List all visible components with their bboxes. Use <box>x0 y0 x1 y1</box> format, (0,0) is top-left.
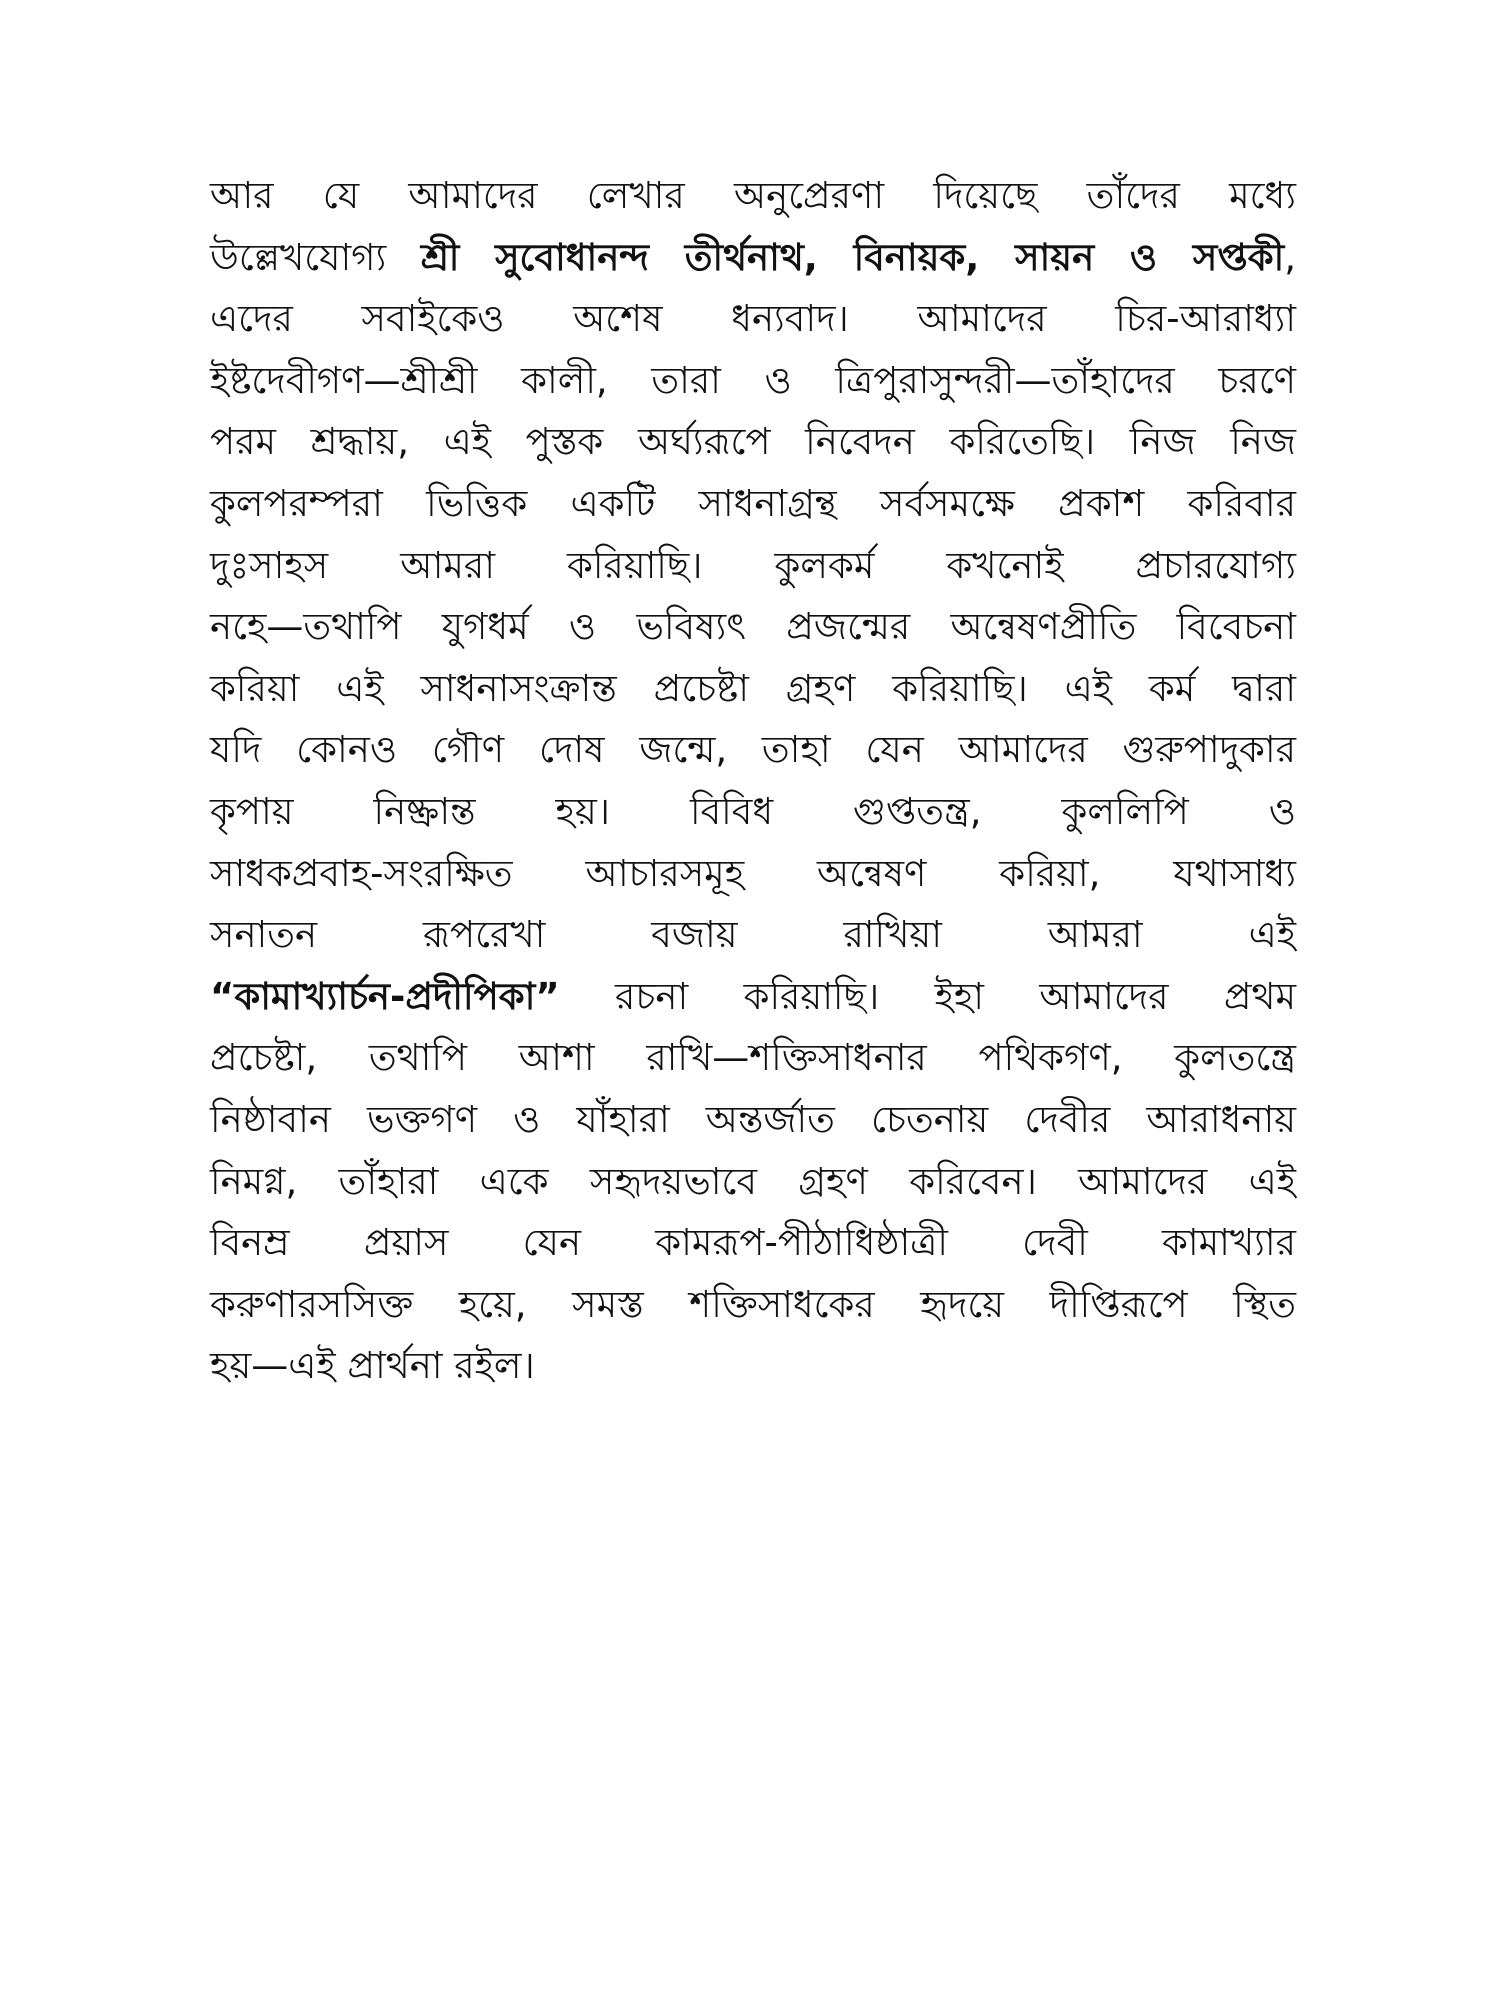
text-run: যদি কোনও গৌণ দোষ জন্মে, তাহা যেন আমাদের গুরুপাদুকার <box>210 728 1296 772</box>
book-title: “কামাখ্যার্চন-প্রদীপিকা” <box>210 974 560 1018</box>
text-line <box>210 843 1296 905</box>
text-line <box>210 1089 1296 1151</box>
text-run: করিয়া এই সাধনাসংক্রান্ত প্রচেষ্টা গ্রহণ করিয়াছি। এই কর্ম দ্বারা <box>210 666 1296 710</box>
text-line <box>210 288 1296 350</box>
text-line <box>210 904 1296 966</box>
text-line <box>210 966 1296 1028</box>
text-line <box>210 165 1296 227</box>
text-line <box>210 781 1296 843</box>
text-run: উল্লেখযোগ্য <box>210 235 421 279</box>
text-run: কুলপরম্পরা ভিত্তিক একটি সাধনাগ্রন্থ সর্বসমক্ষে প্রকাশ করিবার <box>210 481 1296 525</box>
body-paragraph <box>210 165 1296 1397</box>
text-run: নহে—তথাপি যুগধর্ম ও ভবিষ্যৎ প্রজন্মের অন্বেষণপ্রীতি বিবেচনা <box>210 605 1296 649</box>
text-run: সনাতন রূপরেখা বজায় রাখিয়া আমরা এই <box>210 913 1296 957</box>
text-line <box>210 473 1296 535</box>
text-line <box>210 1212 1296 1274</box>
text-run: ইষ্টদেবীগণ—শ্রীশ্রী কালী, তারা ও ত্রিপুরাসুন্দরী—তাঁহাদের চরণে <box>210 358 1296 402</box>
text-line <box>210 535 1296 597</box>
text-run: বিনম্র প্রয়াস যেন কামরূপ-পীঠাধিষ্ঠাত্রী দেবী কামাখ্যার <box>210 1221 1296 1265</box>
text-line <box>210 227 1296 289</box>
text-run: আর যে আমাদের লেখার অনুপ্রেরণা দিয়েছে তাঁদের মধ্যে <box>210 174 1296 217</box>
text-run: হয়—এই প্রার্থনা রইল। <box>210 1344 535 1388</box>
text-run: পরম শ্রদ্ধায়, এই পুস্তক অর্ঘ্যরূপে নিবেদন করিতেছি। নিজ নিজ <box>210 420 1296 464</box>
text-line <box>210 411 1296 473</box>
text-run: দুঃসাহস আমরা করিয়াছি। কুলকর্ম কখনোই প্রচারযোগ্য <box>210 543 1296 587</box>
text-run: কৃপায় নিষ্ক্রান্ত হয়। বিবিধ গুপ্ততন্ত্র, কুললিপি ও <box>210 789 1296 833</box>
text-run: সাধকপ্রবাহ-সংরক্ষিত আচারসমূহ অন্বেষণ করিয়া, যথাসাধ্য <box>210 851 1296 895</box>
text-run: নিমগ্ন, তাঁহারা একে সহৃদয়ভাবে গ্রহণ করিবেন। আমাদের এই <box>210 1159 1296 1203</box>
text-run: করুণারসসিক্ত হয়ে, সমস্ত শক্তিসাধকের হৃদয়ে দীপ্তিরূপে স্থিত <box>210 1282 1296 1326</box>
text-run: প্রচেষ্টা, তথাপি আশা রাখি—শক্তিসাধনার পথিকগণ, কুলতন্ত্রে <box>210 1036 1296 1080</box>
text-line <box>210 1274 1296 1336</box>
text-line <box>210 350 1296 412</box>
text-line <box>210 1027 1296 1089</box>
bold-names: শ্রী সুবোধানন্দ তীর্থনাথ, বিনায়ক, সায়ন ও সপ্তকী <box>420 235 1285 279</box>
text-line <box>210 1151 1296 1213</box>
text-run: এদের সবাইকেও অশেষ ধন্যবাদ। আমাদের চির-আরাধ্যা <box>210 297 1296 341</box>
text-line <box>210 719 1296 781</box>
text-line <box>210 658 1296 720</box>
text-run: রচনা করিয়াছি। ইহা আমাদের প্রথম <box>559 974 1296 1018</box>
text-line <box>210 596 1296 658</box>
text-line <box>210 1335 1296 1397</box>
text-run: নিষ্ঠাবান ভক্তগণ ও যাঁহারা অন্তর্জাত চেতনায় দেবীর আরাধনায় <box>210 1097 1296 1141</box>
text-run: , <box>1284 235 1296 279</box>
